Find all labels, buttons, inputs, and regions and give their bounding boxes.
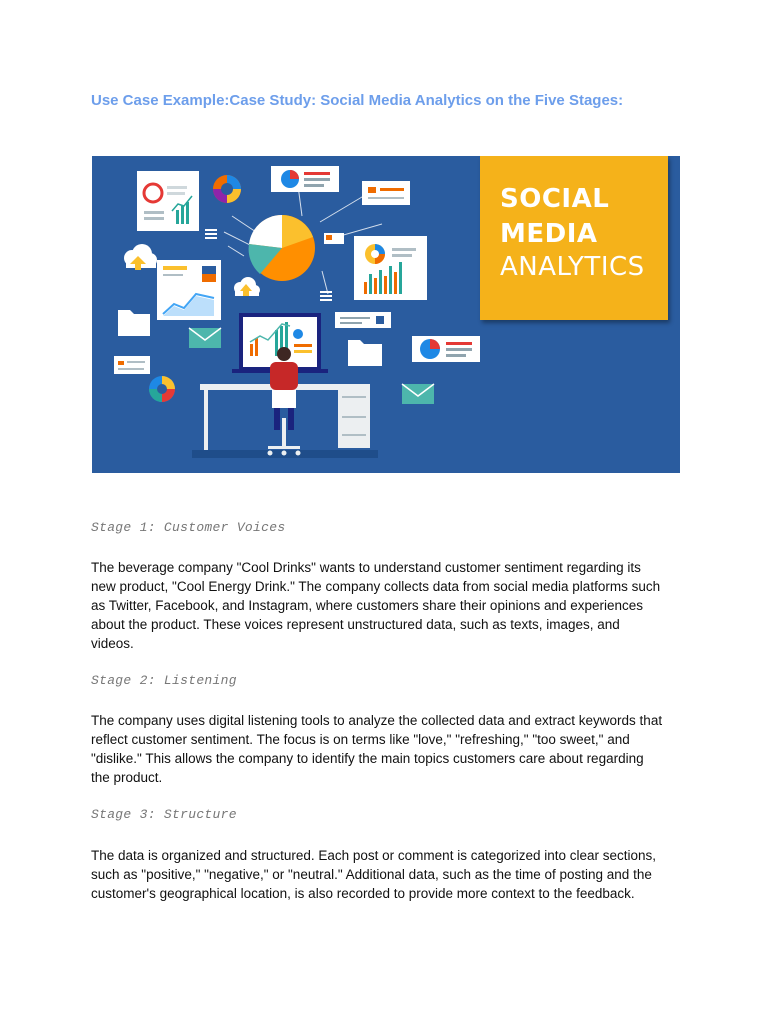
- person-at-desk-icon: [268, 347, 301, 456]
- message-card-icon: [324, 233, 344, 244]
- dashboard-card-icon: [157, 260, 221, 320]
- paragraph-line: new product, "Cool Energy Drink." The company collects data from social media platforms such: [91, 579, 661, 594]
- paragraph-line: The company uses digital listening tools to analyze the collected data and extract keywords that: [91, 713, 663, 728]
- page-title: Use Case Example:Case Study: Social Media Analytics on the Five Stages:: [91, 92, 624, 109]
- paragraph-line: customer's geographical location, is also recorded to provide more context to the feedback.: [91, 886, 635, 901]
- paragraph-line: such as "positive," "negative," or "neutral." Additional data, such as the time of posting and the: [91, 867, 652, 882]
- chat-bubble-icon: [362, 181, 410, 205]
- banner-title-line: ANALYTICS: [500, 252, 645, 282]
- banner-label: [480, 156, 668, 320]
- banner-title-line: MEDIA: [500, 219, 598, 249]
- paragraph-line: The beverage company "Cool Drinks" wants to understand customer sentiment regarding its: [91, 560, 641, 575]
- paragraph-line: "dislike." This allows the company to identify the main topics customers care about regarding: [91, 751, 644, 766]
- stage-heading: Stage 1: Customer Voices: [91, 520, 286, 535]
- paragraph-line: The data is organized and structured. Each post or comment is categorized into clear sections,: [91, 848, 657, 863]
- donut-chart-icon: [149, 376, 175, 402]
- paragraph-line: the product.: [91, 770, 163, 785]
- stage-paragraph: [91, 558, 691, 653]
- paragraph-line: about the product. These voices represent unstructured data, such as texts, images, and: [91, 617, 620, 632]
- pie-card-icon: [412, 336, 480, 362]
- stage-heading: Stage 2: Listening: [91, 673, 237, 688]
- banner-title-line: SOCIAL: [500, 184, 610, 214]
- report-document-icon: [137, 171, 199, 231]
- stage-paragraph: [91, 711, 691, 787]
- cloud-upload-icon: [234, 277, 260, 296]
- stage-heading: Stage 3: Structure: [91, 807, 237, 822]
- comment-card-icon: [335, 312, 391, 328]
- pie-chart-icon: [249, 215, 315, 281]
- envelope-icon: [189, 328, 221, 348]
- cloud-upload-icon: [124, 244, 157, 270]
- paragraph-line: as Twitter, Facebook, and Instagram, where customers share their opinions and experiences: [91, 598, 644, 613]
- chat-bubble-icon: [114, 356, 150, 374]
- paragraph-line: reflect customer sentiment. The focus is on terms like "love," "refreshing," "too sweet," and: [91, 732, 630, 747]
- analytics-card-icon: [354, 236, 427, 300]
- pie-card-icon: [271, 166, 339, 192]
- donut-chart-icon: [213, 175, 241, 203]
- envelope-icon: [402, 384, 434, 404]
- stage-paragraph: [91, 846, 691, 903]
- social-media-analytics-banner: [92, 156, 680, 473]
- paragraph-line: videos.: [91, 636, 134, 651]
